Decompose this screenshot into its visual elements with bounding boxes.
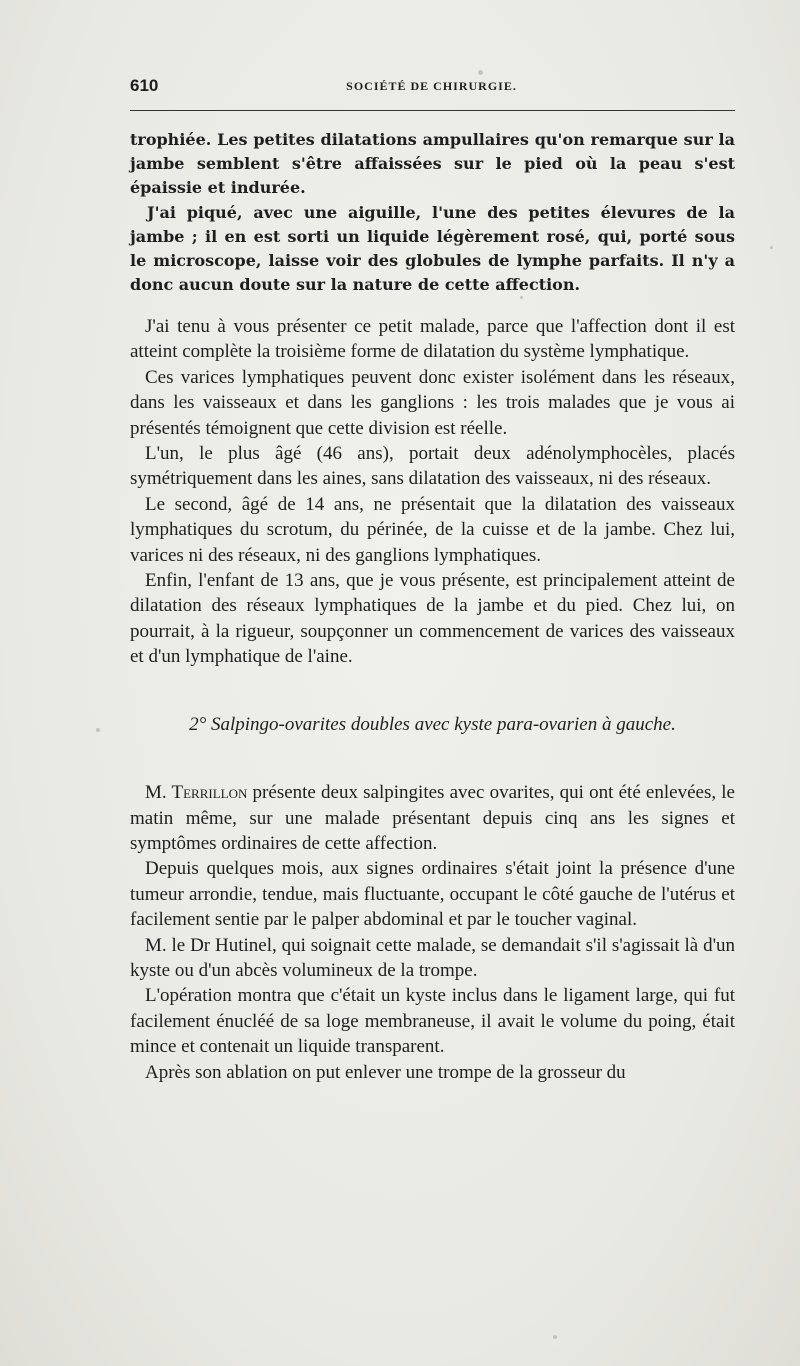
section-title: 2° Salpingo-ovarites doubles avec kyste para-ovarien à gauche. — [189, 713, 676, 735]
main-text-block — [130, 314, 735, 1085]
scan-speck — [770, 246, 773, 249]
paragraph: J'ai piqué, avec une aiguille, l'une des petites élevures de la jambe ; il en est sorti un liquide légèrement rosé, qui, porté sous le microscope, laisse voir des globules de lymphe parfaits. Il n'y a donc aucun doute sur la nature de cette affection. — [130, 202, 735, 295]
paragraph: Le second, âgé de 14 ans, ne présentait que la dilatation des vaisseaux lymphatiques du scrotum, du périnée, de la cuisse et de la jambe. Chez lui, varices ni des réseaux, ni des ganglions lymphatiques. — [130, 493, 735, 566]
page-number: 610 — [130, 76, 159, 95]
paragraph — [130, 780, 735, 856]
paragraph: Depuis quelques mois, aux signes ordinaires s'était joint la présence d'une tumeur arrondie, tendue, mais fluctuante, occupant le côté gauche de l'utérus et facilement sentie par le palper abdominal et par le toucher vaginal. — [130, 858, 735, 931]
paragraph: Enfin, l'enfant de 13 ans, que je vous présente, est principalement atteint de dilatation des réseaux lymphatiques de la jambe et du pied. Chez lui, on pourrait, à la rigueur, soupçonner un commencement de varices des vaisseaux et d'un lymphatique de l'aine. — [130, 570, 735, 668]
paragraph: trophiée. Les petites dilatations ampullaires qu'on remarque sur la jambe semblent s'être affaissées sur le pied où la peau s'est épaissie et indurée. — [130, 130, 735, 198]
page-header — [130, 76, 733, 100]
paragraph: M. le Dr Hutinel, qui soignait cette malade, se demandait s'il s'agissait là d'un kyste ou d'un abcès volumineux de la trompe. — [130, 934, 735, 981]
small-print-block — [130, 128, 735, 297]
paragraph: L'opération montra que c'était un kyste inclus dans le ligament large, qui fut facilement énucléé de sa loge membraneuse, il avait le volume du poing, était mince et contenait un liquide transparent. — [130, 985, 735, 1058]
paragraph: Ces varices lymphatiques peuvent donc exister isolément dans les réseaux, dans les vaisseaux et dans les ganglions : les trois malades que je vous ai présentés témoignent que cette division est réelle. — [130, 366, 735, 439]
speaker-name: M. Terrillon — [145, 782, 248, 804]
paragraph: L'un, le plus âgé (46 ans), portait deux adénolymphocèles, placés symétriquement dans les aines, sans dilatation des vaisseaux, ni des réseaux. — [130, 443, 735, 490]
running-title: SOCIÉTÉ DE CHIRURGIE. — [346, 79, 517, 93]
paragraph: J'ai tenu à vous présenter ce petit malade, parce que l'affection dont il est atteint complète la troisième forme de dilatation du système lymphatique. — [130, 316, 735, 363]
paragraph: Après son ablation on put enlever une trompe de la grosseur du — [145, 1061, 626, 1083]
scan-speck — [520, 296, 523, 299]
scan-speck — [478, 70, 483, 75]
scan-speck — [553, 1335, 557, 1339]
paragraph-text: présente deux salpingites avec ovarites, qui ont été enlevées, le matin même, sur une malade présentant depuis cinq ans les signes et symptômes ordinaires de cette affection. — [130, 782, 735, 854]
scan-speck — [96, 728, 100, 732]
header-rule — [130, 110, 735, 111]
